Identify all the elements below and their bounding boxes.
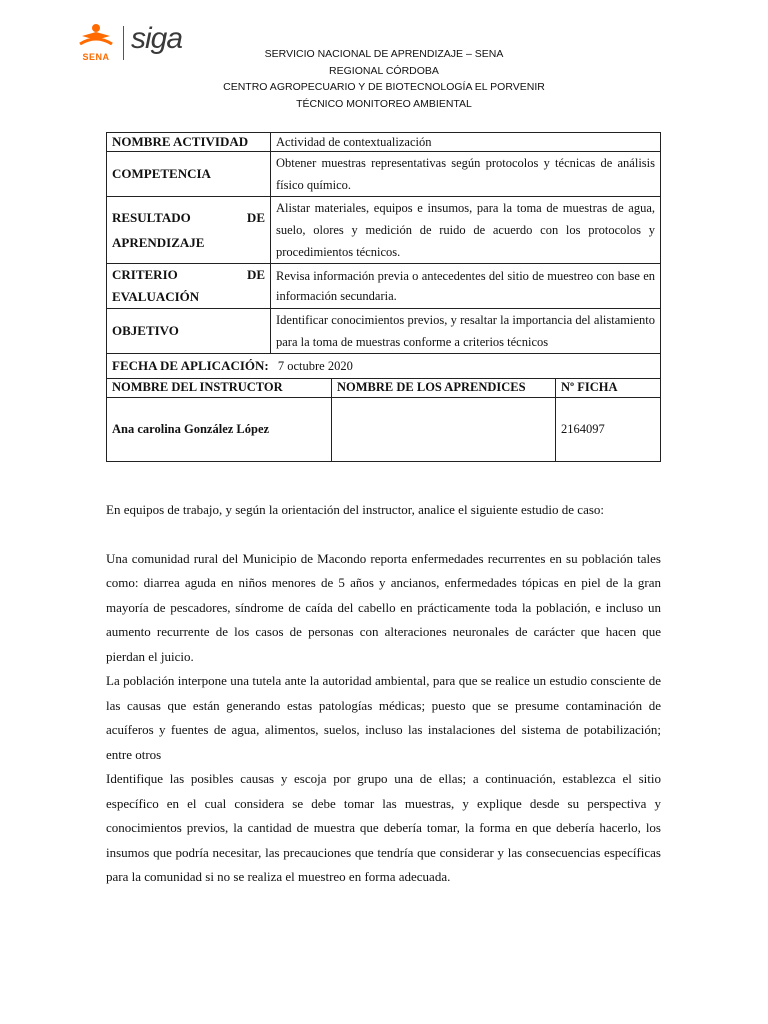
objetivo-value: Identificar conocimientos previos, y resaltar la importancia del alistamiento para la toma de muestras conforme a criterios técnicos <box>271 309 661 354</box>
objetivo-label: OBJETIVO <box>107 309 271 354</box>
table-row <box>107 133 661 152</box>
participants-cell <box>107 379 661 462</box>
ficha-number: 2164097 <box>556 397 661 461</box>
table-row <box>107 379 660 397</box>
header-line-center: CENTRO AGROPECUARIO Y DE BIOTECNOLOGÍA EL PORVENIR <box>223 81 545 93</box>
document-header <box>0 46 768 112</box>
actividad-label: NOMBRE ACTIVIDAD <box>107 133 271 152</box>
aprendices-header: NOMBRE DE LOS APRENDICES <box>332 379 556 397</box>
competencia-label: COMPETENCIA <box>107 152 271 197</box>
activity-info-table <box>106 132 661 462</box>
paragraph-gap <box>106 523 661 547</box>
participants-table <box>107 379 660 461</box>
table-row <box>107 264 661 309</box>
resultado-value: Alistar materiales, equipos e insumos, para la toma de muestras de agua, suelo, olores y medición de ruido de acuerdo con los protocolos y procedimientos técnicos. <box>271 197 661 264</box>
header-line-program: TÉCNICO MONITOREO AMBIENTAL <box>296 97 472 110</box>
competencia-value: Obtener muestras representativas según protocolos y técnicas de análisis físico químico. <box>271 152 661 197</box>
header-line-region: REGIONAL CÓRDOBA <box>329 64 439 77</box>
ficha-header: Nº FICHA <box>556 379 661 397</box>
header-line-institution: SERVICIO NACIONAL DE APRENDIZAJE – SENA <box>264 48 504 60</box>
table-row <box>107 152 661 197</box>
intro-paragraph: En equipos de trabajo, y según la orientación del instructor, analice el siguiente estudio de caso: <box>106 502 605 517</box>
table-row <box>107 197 661 264</box>
criterio-label: CRITERIO DE EVALUACIÓN <box>107 264 271 309</box>
criterio-value: Revisa información previa o antecedentes del sitio de muestreo con base en información secundaria. <box>271 264 661 309</box>
case-paragraph-2: La población interpone una tutela ante la autoridad ambiental, para que se realice un estudio consciente de las causas que están generando estas patologías médicas; puesto que se presume contaminación de acuíferos y fuentes de agua, alimentos, suelos, incluso las instalaciones del sistema de potabilización; entre otros <box>106 673 661 762</box>
actividad-value: Actividad de contextualización <box>271 133 661 152</box>
table-row <box>107 397 660 461</box>
aprendices-names <box>332 397 556 461</box>
sena-brand-text: SENA <box>82 52 110 62</box>
table-row <box>107 309 661 354</box>
resultado-label: RESULTADO DE APRENDIZAJE <box>107 197 271 264</box>
table-row <box>107 354 661 379</box>
instructor-name: Ana carolina González López <box>107 397 332 461</box>
fecha-label: FECHA DE APLICACIÓN: <box>112 358 269 373</box>
table-row <box>107 379 661 462</box>
case-study-text <box>106 498 661 890</box>
fecha-value: 7 octubre 2020 <box>277 359 353 373</box>
case-paragraph-3: Identifique las posibles causas y escoja por grupo una de ellas; a continuación, establezca el sitio específico en el cual considera se debe tomar las muestras, y explique desde su perspectiva y conocimientos previos, la cantidad de muestra que debería tomar, la forma en que debería hacerlo, los insumos que podría necesitar, las precauciones que tendría que considerar y las consecuencias específicas para la comunidad si no se realiza el muestreo en forma adecuada. <box>106 771 661 884</box>
siga-brand-text: siga <box>131 22 183 55</box>
case-paragraph-1: Una comunidad rural del Municipio de Macondo reporta enfermedades recurrentes en su población tales como: diarrea aguda en niños menores de 5 años y ancianos, enfermedades tópicas en piel de la gran mayoría de pescadores, síndrome de caída del cabello en prácticamente toda la población, e incluso un aumento recurrente de los casos de personas con alteraciones neuronales de carácter que hacen que pierdan el juicio. <box>106 550 661 664</box>
fecha-cell <box>107 354 661 379</box>
instructor-header: NOMBRE DEL INSTRUCTOR <box>107 379 332 397</box>
